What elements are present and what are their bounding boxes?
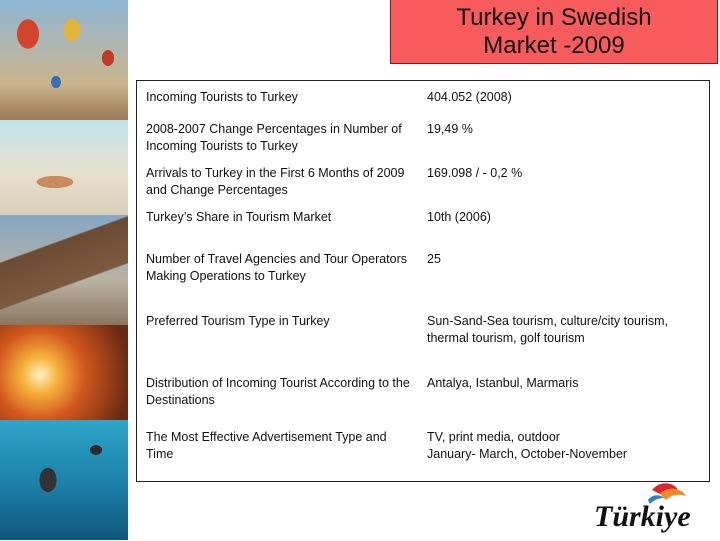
row-value: 169.098 / - 0,2 %: [427, 166, 523, 180]
table-row: [137, 367, 709, 421]
table-row: [137, 305, 709, 367]
row-label: Distribution of Incoming Tourist According to the Destinations: [146, 376, 410, 407]
photo-collage: [0, 0, 128, 540]
page-title: Turkey in Swedish Market -2009: [456, 3, 652, 59]
row-value: TV, print media, outdoor January- March, October-November: [427, 430, 628, 461]
stone-statue-photo: [0, 215, 128, 325]
row-label: Number of Travel Agencies and Tour Operators Making Operations to Turkey: [146, 252, 408, 283]
turkiye-logo-graphic: [590, 480, 715, 536]
row-value: Antalya, Istanbul, Marmaris: [427, 376, 579, 390]
table-row: [137, 421, 709, 481]
scuba-divers-photo: [0, 420, 128, 540]
table-row: [137, 157, 709, 201]
turkiye-logo: [590, 480, 715, 536]
table-row: [137, 113, 709, 157]
row-label: 2008-2007 Change Percentages in Number of Incoming Tourists to Turkey: [146, 122, 402, 153]
row-label: Incoming Tourists to Turkey: [146, 90, 298, 104]
sunset-photo: [0, 325, 128, 420]
row-value: 404.052 (2008): [427, 90, 512, 104]
row-value: 25: [427, 252, 441, 266]
row-value: 19,49 %: [427, 122, 473, 136]
table-row: [137, 201, 709, 243]
table-row: [137, 243, 709, 305]
hot-air-balloons-photo: [0, 0, 128, 120]
row-label: Arrivals to Turkey in the First 6 Months of 2009 and Change Percentages: [146, 166, 405, 197]
row-value: Sun-Sand-Sea tourism, culture/city tourism, thermal tourism, golf tourism: [427, 314, 669, 345]
info-table: [136, 80, 710, 482]
title-box: [390, 0, 718, 64]
row-value: 10th (2006): [427, 210, 491, 224]
row-label: Turkey’s Share in Tourism Market: [146, 210, 332, 224]
beach-sunbather-photo: [0, 120, 128, 215]
row-label: The Most Effective Advertisement Type and Time: [146, 430, 387, 461]
row-label: Preferred Tourism Type in Turkey: [146, 314, 330, 328]
table-row: [137, 81, 709, 113]
logo-wordmark: Türkiye: [594, 500, 691, 533]
